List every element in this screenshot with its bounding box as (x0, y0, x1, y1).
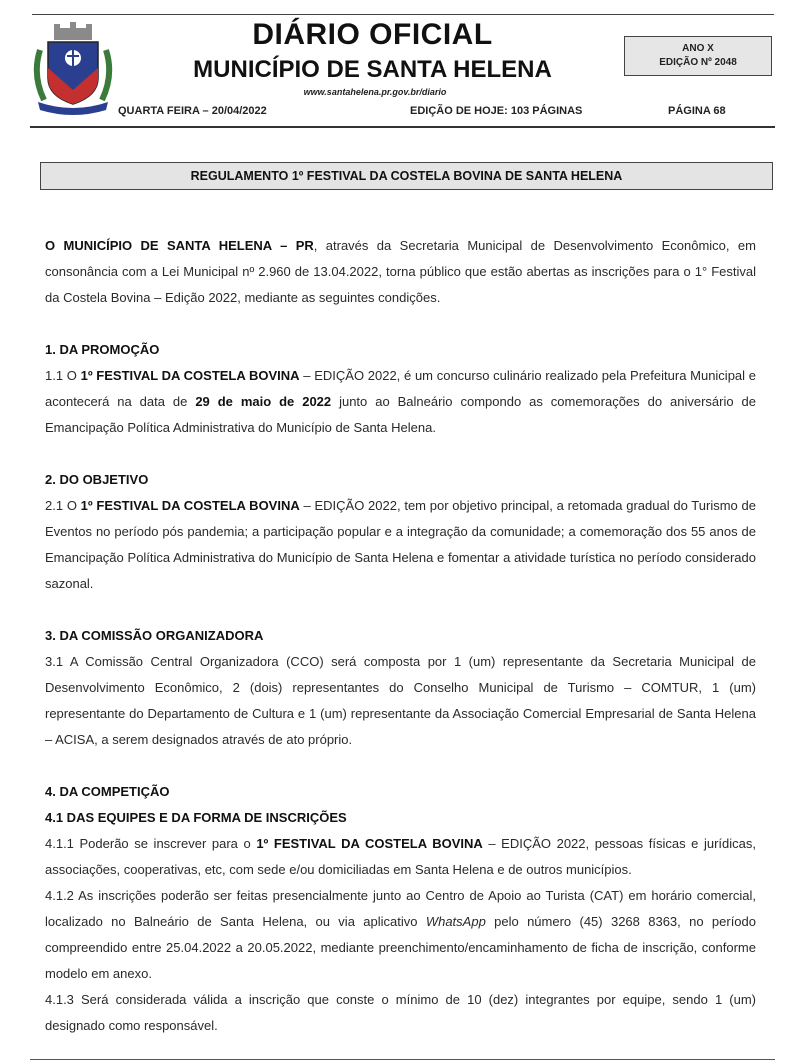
paragraph: 4.1.3 Será considerada válida a inscrição que conste o mínimo de 10 (dez) integrantes por equipe, sendo 1 (um) designado como responsável. (45, 992, 756, 1033)
regulation-title: REGULAMENTO 1º FESTIVAL DA COSTELA BOVINA DE SANTA HELENA (40, 162, 773, 190)
intro-paragraph: O MUNICÍPIO DE SANTA HELENA – PR, através da Secretaria Municipal de Desenvolvimento Econômico, em consonância com a Lei Municipal nº 2.960 de 13.04.2022, torna público que estão abertas as inscrições para o 1° Festival da Costela Bovina – Edição 2022, mediante as seguintes condições. (45, 238, 756, 305)
municipality-title: MUNICÍPIO DE SANTA HELENA (193, 56, 552, 83)
section-heading: 1. DA PROMOÇÃO (45, 342, 160, 357)
page-number: PÁGINA 68 (668, 105, 726, 117)
website-link[interactable]: www.santahelena.pr.gov.br/diario (303, 87, 447, 97)
section-heading: 4. DA COMPETIÇÃO (45, 784, 170, 799)
paragraph: 1.1 O 1º FESTIVAL DA COSTELA BOVINA – EDIÇÃO 2022, é um concurso culinário realizado pela Prefeitura Municipal e acontecerá na data de 29 de maio de 2022 junto ao Balneário compondo as comemorações do aniversário de Emancipação Política Administrativa do Município de Santa Helena. (45, 368, 756, 435)
paragraph: 3.1 A Comissão Central Organizadora (CCO) será composta por 1 (um) representante da Secretaria Municipal de Desenvolvimento Econômico, 2 (dois) representantes do Conselho Municipal de Turismo – COMTUR, 1 (um) representante do Departamento de Cultura e 1 (um) representante da Associação Comercial Empresarial de Santa Helena – ACISA, a serem designados através de ato próprio. (45, 654, 756, 747)
pages-today: EDIÇÃO DE HOJE: 103 PÁGINAS (410, 105, 583, 117)
paragraph: 2.1 O 1º FESTIVAL DA COSTELA BOVINA – EDIÇÃO 2022, tem por objetivo principal, a retomada gradual do Turismo de Eventos no período pós pandemia; a participação popular e a integração da comunidade; a comemoração dos 55 anos de Emancipação Política Administrativa do Município de Santa Helena e fomentar a atividade turística no período considerado sazonal. (45, 498, 756, 591)
document-body (45, 233, 756, 1039)
paragraph: 4.1.2 As inscrições poderão ser feitas presencialmente junto ao Centro de Apoio ao Turista (CAT) em horário comercial, localizado no Balneário de Santa Helena, ou via aplicativo WhatsApp pelo número (45) 3268 8363, no período compreendido entre 25.04.2022 a 20.05.2022, mediante preenchimento/encaminhamento de ficha de inscrição, conforme modelo em anexo. (45, 888, 756, 981)
header-divider (30, 126, 775, 128)
top-border (32, 14, 774, 15)
bottom-border (30, 1059, 775, 1060)
edition-box (624, 36, 772, 76)
section-heading: 2. DO OBJETIVO (45, 472, 149, 487)
coat-of-arms-icon (30, 20, 116, 116)
section-heading: 3. DA COMISSÃO ORGANIZADORA (45, 628, 264, 643)
subsection-heading: 4.1 DAS EQUIPES E DA FORMA DE INSCRIÇÕES (45, 810, 347, 825)
publication-date: QUARTA FEIRA – 20/04/2022 (118, 105, 267, 117)
edition-number: EDIÇÃO Nº 2048 (659, 57, 737, 68)
newspaper-title: DIÁRIO OFICIAL (252, 18, 493, 51)
edition-year: ANO X (682, 43, 714, 54)
paragraph: 4.1.1 Poderão se inscrever para o 1º FESTIVAL DA COSTELA BOVINA – EDIÇÃO 2022, pessoas físicas e jurídicas, associações, cooperativas, etc, com sede e/ou domiciliadas em Santa Helena e de outros municípios. (45, 836, 756, 877)
